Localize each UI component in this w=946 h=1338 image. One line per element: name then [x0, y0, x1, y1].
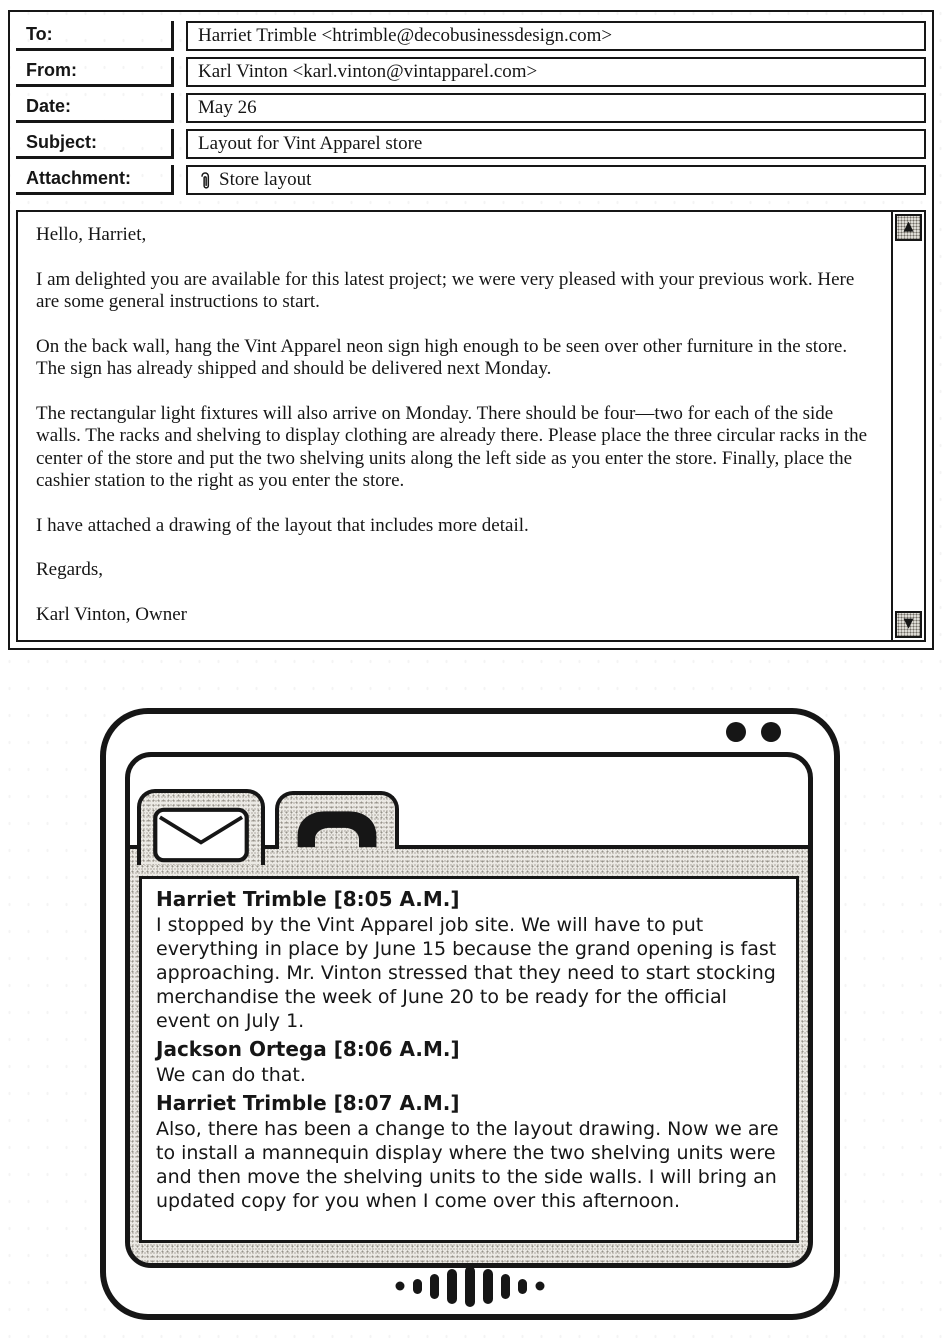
scroll-down-icon: ▼	[903, 616, 914, 632]
to-label: To:	[16, 21, 174, 51]
chat-frame	[130, 845, 808, 1263]
from-value: Karl Vinton <karl.vinton@vintapparel.com>	[198, 61, 538, 82]
from-label: From:	[16, 57, 174, 87]
email-body	[16, 210, 926, 642]
email-body-paragraph: Hello, Harriet,	[36, 224, 147, 245]
email-field-row-to	[16, 21, 926, 51]
indicator-led	[761, 722, 781, 742]
message-text: Also, there has been a change to the layout drawing. Now we are to install a mannequin display where the two shelving units were and then move the shelving units to the side walls. I will bring an updated copy for you when I come over this afternoon.	[156, 1118, 779, 1212]
email-field-row-from	[16, 57, 926, 87]
email-panel	[8, 10, 934, 650]
paperclip-icon	[198, 170, 212, 191]
date-label: Date:	[16, 93, 174, 123]
scrollbar-track[interactable]	[891, 212, 924, 640]
email-field-row-subject	[16, 129, 926, 159]
messenger-device	[100, 708, 840, 1320]
subject-value: Layout for Vint Apparel store	[198, 133, 423, 154]
tab-bar	[130, 757, 808, 845]
email-field-row-date	[16, 93, 926, 123]
email-body-paragraph: Karl Vinton, Owner	[36, 603, 188, 625]
chat-log[interactable]	[139, 876, 799, 1243]
email-body-paragraph: On the back wall, hang the Vint Apparel neon sign high enough to be seen over other furniture in the store. The sign has already shipped and should be delivered next Monday.	[36, 335, 848, 379]
to-field	[186, 21, 926, 51]
email-body-paragraph: The rectangular light fixtures will also arrive on Monday. There should be four—two for each of the side walls. The racks and shelving to display clothing are already there. Please place the three circular racks in the center of the store and put the two shelving units along the left side as you enter the store. Finally, place the cashier station to the right as you enter the store.	[36, 402, 868, 491]
message-sender-time: Harriet Trimble [8:05 A.M.]	[156, 887, 460, 911]
scroll-down-button[interactable]	[895, 611, 922, 638]
chat-message	[156, 1091, 782, 1213]
date-value: May 26	[198, 97, 257, 118]
to-value: Harriet Trimble <htrimble@decobusinessdesign.com>	[198, 25, 613, 46]
scroll-up-button[interactable]	[895, 214, 922, 241]
from-field	[186, 57, 926, 87]
email-body-paragraph: I am delighted you are available for this latest project; we were very pleased with your previous work. Here are some general instructions to start.	[36, 268, 855, 312]
message-sender-time: Harriet Trimble [8:07 A.M.]	[156, 1091, 460, 1115]
message-sender-time: Jackson Ortega [8:06 A.M.]	[156, 1037, 460, 1061]
envelope-icon	[151, 807, 251, 863]
subject-field	[186, 129, 926, 159]
phone-handset-icon	[289, 805, 385, 849]
message-text: I stopped by the Vint Apparel job site. We will have to put everything in place by June 15 because the grand opening is fast approaching. Mr. Vinton stressed that they need to start stocking merchandise the week of June 20 to be ready for the official event on July 1.	[156, 914, 777, 1032]
email-body-paragraph: I have attached a drawing of the layout that includes more detail.	[36, 514, 529, 536]
speaker-grille-icon	[392, 1264, 548, 1308]
tab-phone[interactable]	[275, 791, 399, 849]
chat-message	[156, 1037, 782, 1087]
email-field-row-attachment	[16, 165, 926, 195]
scroll-up-icon: ▲	[903, 219, 914, 235]
device-screen	[125, 752, 813, 1268]
date-field	[186, 93, 926, 123]
attachment-link[interactable]: Store layout	[219, 169, 312, 190]
message-text: We can do that.	[156, 1064, 306, 1086]
tab-messages[interactable]	[137, 789, 265, 865]
subject-label: Subject:	[16, 129, 174, 159]
attachment-label: Attachment:	[16, 165, 174, 195]
chat-message	[156, 887, 782, 1033]
attachment-field	[186, 165, 926, 195]
email-body-paragraph: Regards,	[36, 559, 104, 580]
indicator-led	[726, 722, 746, 742]
